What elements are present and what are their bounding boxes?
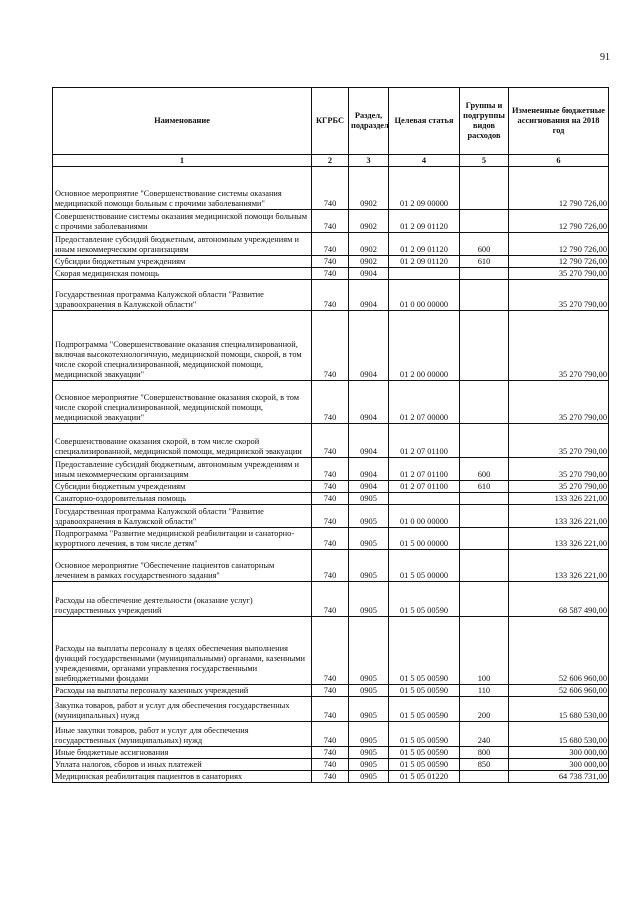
- cell-name: Основное мероприятие "Обеспечение пациентов санаторным лечением в рамках государственного задания": [53, 550, 312, 582]
- table-row: [53, 747, 609, 759]
- cell-amount: 35 270 790,00: [509, 268, 609, 280]
- table-row: [53, 685, 609, 697]
- cell-kgrbs: 740: [312, 617, 349, 685]
- cell-name: Предоставление субсидий бюджетным, автономным учреждениям и иным некоммерческим организациям: [53, 233, 312, 256]
- header-name: Наименование: [53, 88, 312, 155]
- cell-name: Государственная программа Калужской области "Развитие здравоохранения в Калужской области": [53, 505, 312, 528]
- cell-expense-group: 240: [460, 722, 509, 747]
- table-row: [53, 582, 609, 617]
- budget-table: [52, 87, 609, 783]
- cell-amount: 133 326 221,00: [509, 505, 609, 528]
- cell-name: Иные закупки товаров, работ и услуг для обеспечения государственных (муниципальных) нужд: [53, 722, 312, 747]
- cell-target: 01 2 07 01100: [389, 458, 460, 481]
- cell-expense-group: [460, 505, 509, 528]
- cell-amount: 52 606 960,00: [509, 617, 609, 685]
- column-number: 5: [460, 155, 509, 167]
- cell-expense-group: 850: [460, 759, 509, 771]
- cell-target: [389, 493, 460, 505]
- cell-section: 0904: [349, 268, 389, 280]
- cell-target: 01 0 00 00000: [389, 505, 460, 528]
- cell-kgrbs: 740: [312, 582, 349, 617]
- table-row: [53, 481, 609, 493]
- cell-expense-group: [460, 771, 509, 783]
- cell-name: Субсидии бюджетным учреждениям: [53, 256, 312, 268]
- cell-kgrbs: 740: [312, 505, 349, 528]
- cell-name: Подпрограмма "Развитие медицинской реабилитации и санаторно-курортного лечения, в том числе детям": [53, 528, 312, 550]
- cell-amount: 35 270 790,00: [509, 311, 609, 381]
- cell-name: Расходы на обеспечение деятельности (оказание услуг) государственных учреждений: [53, 582, 312, 617]
- cell-amount: 35 270 790,00: [509, 481, 609, 493]
- cell-kgrbs: 740: [312, 493, 349, 505]
- cell-amount: 300 000,00: [509, 747, 609, 759]
- cell-kgrbs: 740: [312, 424, 349, 458]
- cell-target: 01 5 05 00000: [389, 550, 460, 582]
- cell-name: Основное мероприятие "Совершенствование системы оказания медицинской помощи больным с прочими заболеваниями": [53, 167, 312, 210]
- cell-amount: 35 270 790,00: [509, 458, 609, 481]
- cell-kgrbs: 740: [312, 722, 349, 747]
- cell-name: Подпрограмма "Совершенствование оказания специализированной, включая высокотехнологичную, медицинской помощи, скорой, в том числе скорой специализированной, медицинской помощи, медицинской эвакуации": [53, 311, 312, 381]
- cell-name: Санаторно-оздоровительная помощь: [53, 493, 312, 505]
- table-row: [53, 210, 609, 233]
- cell-name: Основное мероприятие "Совершенствование оказания скорой, в том числе скорой специализированной, медицинской помощи, медицинской эвакуации": [53, 381, 312, 424]
- cell-target: 01 5 05 00590: [389, 617, 460, 685]
- header-kgrbs: КГРБС: [312, 88, 349, 155]
- cell-kgrbs: 740: [312, 210, 349, 233]
- cell-target: 01 5 05 00590: [389, 759, 460, 771]
- cell-section: 0904: [349, 280, 389, 311]
- table-row: [53, 759, 609, 771]
- table-row: [53, 256, 609, 268]
- cell-name: Скорая медицинская помощь: [53, 268, 312, 280]
- cell-section: 0905: [349, 747, 389, 759]
- cell-section: 0905: [349, 582, 389, 617]
- cell-expense-group: [460, 582, 509, 617]
- cell-kgrbs: 740: [312, 481, 349, 493]
- table-row: [53, 722, 609, 747]
- cell-amount: 12 790 726,00: [509, 233, 609, 256]
- table-row: [53, 697, 609, 722]
- cell-section: 0904: [349, 381, 389, 424]
- cell-amount: 12 790 726,00: [509, 256, 609, 268]
- cell-section: 0902: [349, 233, 389, 256]
- cell-amount: 68 587 490,00: [509, 582, 609, 617]
- cell-kgrbs: 740: [312, 458, 349, 481]
- cell-section: 0905: [349, 697, 389, 722]
- header-expense-group: Группы и подгруппы видов расходов: [460, 88, 509, 155]
- table-row: [53, 493, 609, 505]
- cell-target: 01 2 07 01100: [389, 481, 460, 493]
- cell-target: [389, 268, 460, 280]
- cell-expense-group: [460, 381, 509, 424]
- cell-kgrbs: 740: [312, 685, 349, 697]
- cell-name: Расходы на выплаты персоналу в целях обеспечения выполнения функций государственными (муниципальными) органами, казенными учреждениями, органами управления государственными внебюджетными фондами: [53, 617, 312, 685]
- cell-kgrbs: 740: [312, 256, 349, 268]
- cell-section: 0902: [349, 210, 389, 233]
- cell-section: 0905: [349, 528, 389, 550]
- cell-kgrbs: 740: [312, 233, 349, 256]
- cell-expense-group: [460, 311, 509, 381]
- cell-kgrbs: 740: [312, 759, 349, 771]
- cell-section: 0904: [349, 424, 389, 458]
- cell-kgrbs: 740: [312, 311, 349, 381]
- cell-target: 01 2 09 01120: [389, 256, 460, 268]
- cell-name: Иные бюджетные ассигнования: [53, 747, 312, 759]
- cell-expense-group: [460, 268, 509, 280]
- column-number: 4: [389, 155, 460, 167]
- cell-kgrbs: 740: [312, 550, 349, 582]
- table-row: [53, 233, 609, 256]
- cell-target: 01 2 09 01120: [389, 233, 460, 256]
- cell-expense-group: [460, 280, 509, 311]
- cell-target: 01 5 05 00590: [389, 685, 460, 697]
- column-number: 2: [312, 155, 349, 167]
- cell-section: 0905: [349, 722, 389, 747]
- cell-section: 0905: [349, 771, 389, 783]
- cell-name: Предоставление субсидий бюджетным, автономным учреждениям и иным некоммерческим организациям: [53, 458, 312, 481]
- cell-kgrbs: 740: [312, 268, 349, 280]
- cell-target: 01 2 09 00000: [389, 167, 460, 210]
- cell-target: 01 5 05 00590: [389, 747, 460, 759]
- table-row: [53, 617, 609, 685]
- page-number: 91: [600, 52, 610, 63]
- table-row: [53, 458, 609, 481]
- table-row: [53, 505, 609, 528]
- cell-expense-group: 610: [460, 256, 509, 268]
- table-row: [53, 381, 609, 424]
- cell-amount: 15 680 530,00: [509, 697, 609, 722]
- table-row: [53, 268, 609, 280]
- cell-name: Субсидии бюджетным учреждениям: [53, 481, 312, 493]
- cell-expense-group: 600: [460, 233, 509, 256]
- cell-expense-group: [460, 528, 509, 550]
- cell-amount: 12 790 726,00: [509, 210, 609, 233]
- cell-target: 01 5 05 00590: [389, 582, 460, 617]
- cell-amount: 52 606 960,00: [509, 685, 609, 697]
- cell-kgrbs: 740: [312, 747, 349, 759]
- column-number: 3: [349, 155, 389, 167]
- cell-expense-group: 200: [460, 697, 509, 722]
- cell-expense-group: 110: [460, 685, 509, 697]
- cell-kgrbs: 740: [312, 697, 349, 722]
- header-row: [53, 88, 609, 155]
- cell-name: Закупка товаров, работ и услуг для обеспечения государственных (муниципальных) нужд: [53, 697, 312, 722]
- cell-expense-group: 100: [460, 617, 509, 685]
- cell-amount: 35 270 790,00: [509, 381, 609, 424]
- cell-amount: 64 738 731,00: [509, 771, 609, 783]
- table-row: [53, 528, 609, 550]
- cell-section: 0905: [349, 759, 389, 771]
- cell-name: Совершенствование оказания скорой, в том числе скорой специализированной, медицинской помощи, медицинской эвакуации: [53, 424, 312, 458]
- header-target: Целевая статья: [389, 88, 460, 155]
- cell-amount: 133 326 221,00: [509, 493, 609, 505]
- table-row: [53, 550, 609, 582]
- cell-target: 01 5 00 00000: [389, 528, 460, 550]
- cell-amount: 12 790 726,00: [509, 167, 609, 210]
- table-row: [53, 311, 609, 381]
- cell-expense-group: [460, 210, 509, 233]
- cell-section: 0905: [349, 550, 389, 582]
- cell-amount: 35 270 790,00: [509, 280, 609, 311]
- cell-target: 01 5 05 01220: [389, 771, 460, 783]
- cell-expense-group: [460, 550, 509, 582]
- cell-section: 0905: [349, 493, 389, 505]
- cell-expense-group: [460, 493, 509, 505]
- cell-amount: 300 000,00: [509, 759, 609, 771]
- cell-section: 0902: [349, 167, 389, 210]
- cell-name: Государственная программа Калужской области "Развитие здравоохранения в Калужской области": [53, 280, 312, 311]
- cell-expense-group: 610: [460, 481, 509, 493]
- table-row: [53, 167, 609, 210]
- cell-target: 01 2 07 00000: [389, 381, 460, 424]
- cell-target: 01 0 00 00000: [389, 280, 460, 311]
- cell-target: 01 2 09 01120: [389, 210, 460, 233]
- cell-kgrbs: 740: [312, 167, 349, 210]
- table-row: [53, 424, 609, 458]
- cell-section: 0905: [349, 505, 389, 528]
- table-row: [53, 280, 609, 311]
- cell-kgrbs: 740: [312, 280, 349, 311]
- cell-section: 0902: [349, 256, 389, 268]
- table-body: [53, 167, 609, 783]
- cell-amount: 133 326 221,00: [509, 550, 609, 582]
- cell-target: 01 2 00 00000: [389, 311, 460, 381]
- cell-section: 0904: [349, 311, 389, 381]
- cell-expense-group: 600: [460, 458, 509, 481]
- table-row: [53, 771, 609, 783]
- header-section: Раздел, подраздел: [349, 88, 389, 155]
- cell-expense-group: [460, 167, 509, 210]
- cell-name: Уплата налогов, сборов и иных платежей: [53, 759, 312, 771]
- cell-expense-group: 800: [460, 747, 509, 759]
- column-number: 1: [53, 155, 312, 167]
- cell-name: Совершенствование системы оказания медицинской помощи больным с прочими заболеваниями: [53, 210, 312, 233]
- cell-target: 01 2 07 01100: [389, 424, 460, 458]
- column-number-row: [53, 155, 609, 167]
- cell-kgrbs: 740: [312, 528, 349, 550]
- cell-target: 01 5 05 00590: [389, 722, 460, 747]
- cell-kgrbs: 740: [312, 381, 349, 424]
- cell-amount: 35 270 790,00: [509, 424, 609, 458]
- column-number: 6: [509, 155, 609, 167]
- cell-kgrbs: 740: [312, 771, 349, 783]
- cell-target: 01 5 05 00590: [389, 697, 460, 722]
- cell-amount: 15 680 530,00: [509, 722, 609, 747]
- cell-section: 0904: [349, 481, 389, 493]
- cell-name: Медицинская реабилитация пациентов в санаториях: [53, 771, 312, 783]
- cell-amount: 133 326 221,00: [509, 528, 609, 550]
- cell-name: Расходы на выплаты персоналу казенных учреждений: [53, 685, 312, 697]
- cell-expense-group: [460, 424, 509, 458]
- header-amount: Измененные бюджетные ассигнования на 2018 год: [509, 88, 609, 155]
- cell-section: 0905: [349, 617, 389, 685]
- cell-section: 0905: [349, 685, 389, 697]
- cell-section: 0904: [349, 458, 389, 481]
